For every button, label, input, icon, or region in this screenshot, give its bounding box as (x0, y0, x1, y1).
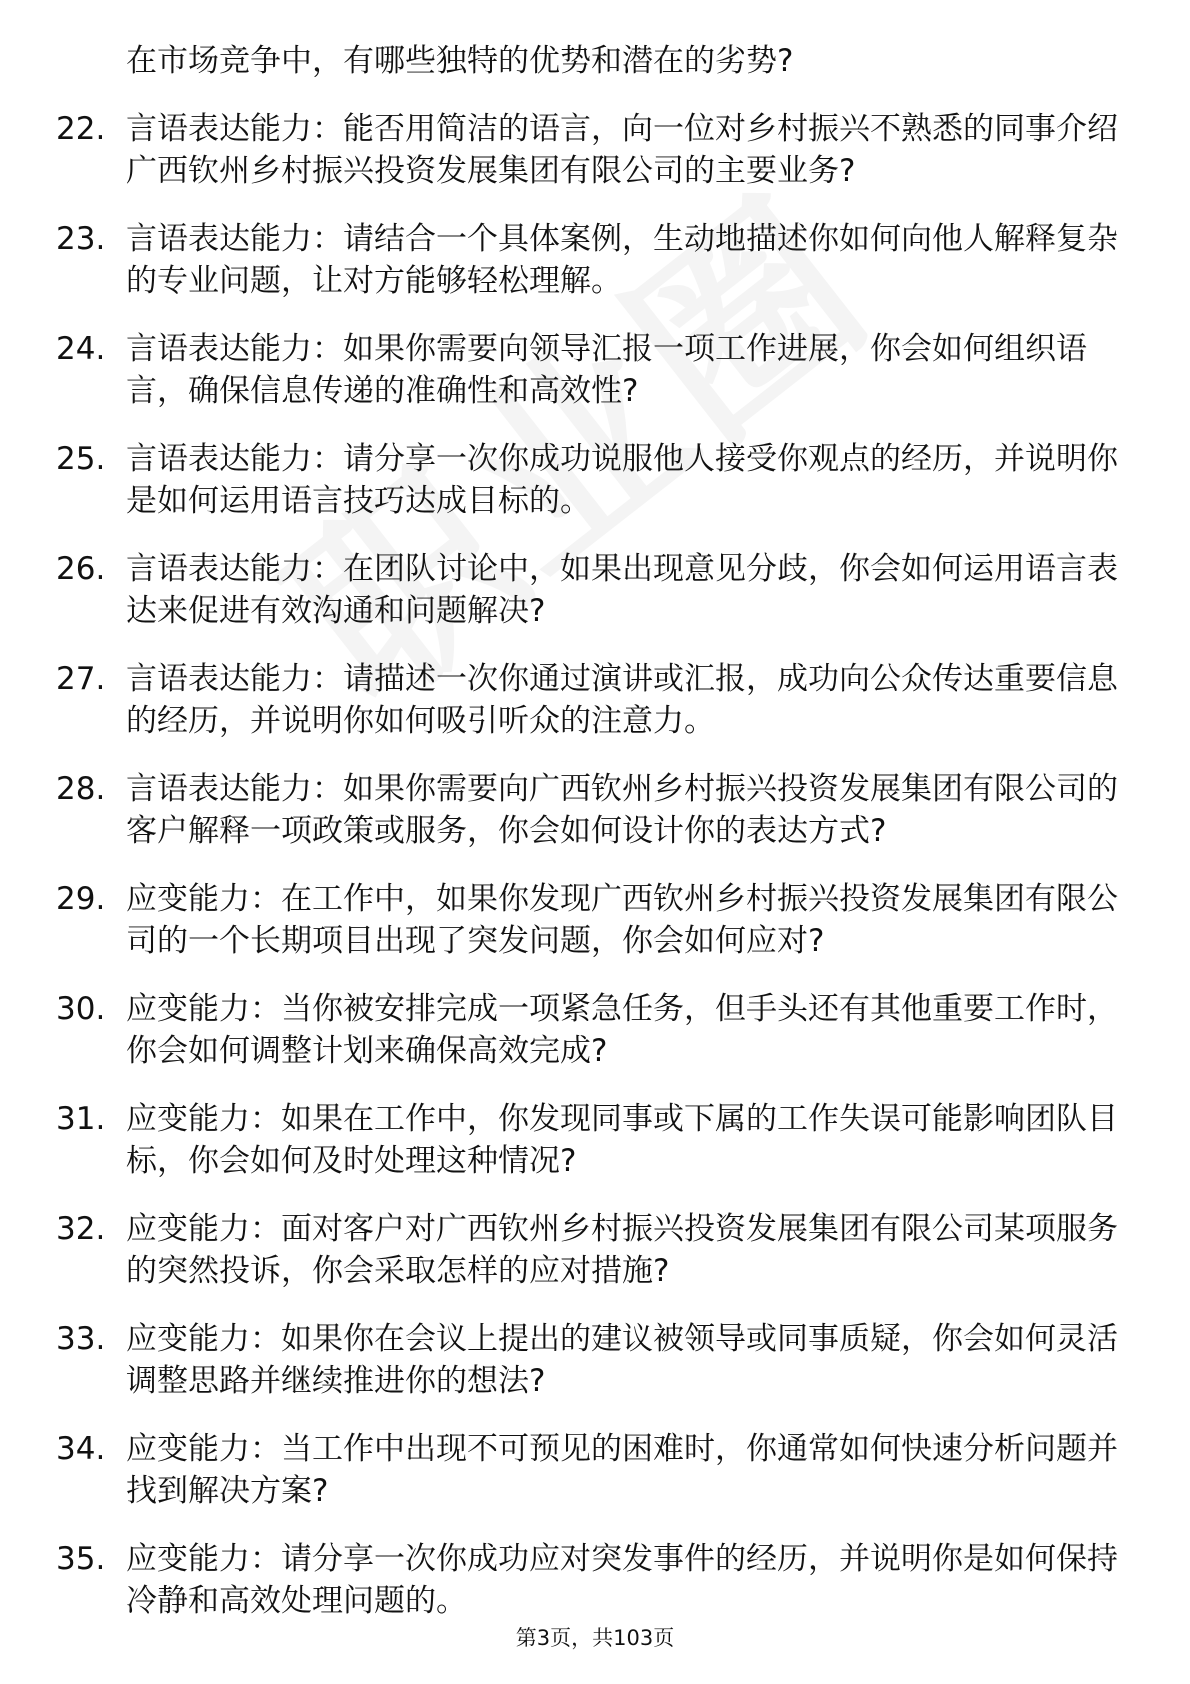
question-text: 应变能力：当你被安排完成一项紧急任务，但手头还有其他重要工作时，你会如何调整计划来确保高效完成? (126, 991, 1118, 1069)
question-item (56, 1428, 1126, 1512)
question-text: 言语表达能力：如果你需要向领导汇报一项工作进展，你会如何组织语言，确保信息传递的准确性和高效性? (126, 331, 1087, 409)
question-number: 25. (56, 441, 106, 477)
question-text: 言语表达能力：请分享一次你成功说服他人接受你观点的经历，并说明你是如何运用语言技巧达成目标的。 (126, 441, 1118, 519)
continued-text: 在市场竞争中，有哪些独特的优势和潜在的劣势? (126, 43, 794, 79)
question-number: 22. (56, 111, 106, 147)
question-text: 应变能力：如果你在会议上提出的建议被领导或同事质疑，你会如何灵活调整思路并继续推进你的想法? (126, 1321, 1118, 1399)
question-item (56, 988, 1126, 1072)
question-number: 27. (56, 661, 106, 697)
question-item (56, 438, 1126, 522)
question-item (56, 1098, 1126, 1182)
question-text: 言语表达能力：请结合一个具体案例，生动地描述你如何向他人解释复杂的专业问题，让对方能够轻松理解。 (126, 221, 1118, 299)
question-number: 33. (56, 1321, 106, 1357)
question-text: 应变能力：如果在工作中，你发现同事或下属的工作失误可能影响团队目标，你会如何及时处理这种情况? (126, 1101, 1118, 1179)
question-number: 29. (56, 881, 106, 917)
question-text: 言语表达能力：请描述一次你通过演讲或汇报，成功向公众传达重要信息的经历，并说明你如何吸引听众的注意力。 (126, 661, 1118, 739)
question-text: 言语表达能力：能否用简洁的语言，向一位对乡村振兴不熟悉的同事介绍广西钦州乡村振兴投资发展集团有限公司的主要业务? (126, 111, 1118, 189)
question-text: 应变能力：在工作中，如果你发现广西钦州乡村振兴投资发展集团有限公司的一个长期项目出现了突发问题，你会如何应对? (126, 881, 1118, 959)
question-number: 28. (56, 771, 106, 807)
question-item (56, 548, 1126, 632)
question-number: 30. (56, 991, 106, 1027)
question-number: 23. (56, 221, 106, 257)
question-number: 24. (56, 331, 106, 367)
page-footer: 第3页，共103页 (515, 1626, 675, 1650)
question-text: 应变能力：当工作中出现不可预见的困难时，你通常如何快速分析问题并找到解决方案? (126, 1431, 1118, 1509)
question-item (56, 878, 1126, 962)
question-item (56, 1318, 1126, 1402)
question-text: 应变能力：面对客户对广西钦州乡村振兴投资发展集团有限公司某项服务的突然投诉，你会采取怎样的应对措施? (126, 1211, 1118, 1289)
question-item (56, 658, 1126, 742)
question-number: 34. (56, 1431, 106, 1467)
question-item (56, 1538, 1126, 1622)
question-number: 31. (56, 1101, 106, 1137)
question-number: 35. (56, 1541, 106, 1577)
question-list (56, 40, 1126, 1648)
question-number: 26. (56, 551, 106, 587)
question-item (56, 108, 1126, 192)
question-item (56, 218, 1126, 302)
question-text: 言语表达能力：如果你需要向广西钦州乡村振兴投资发展集团有限公司的客户解释一项政策或服务，你会如何设计你的表达方式? (126, 771, 1118, 849)
question-item (56, 1208, 1126, 1292)
question-text: 应变能力：请分享一次你成功应对突发事件的经历，并说明你是如何保持冷静和高效处理问题的。 (126, 1541, 1118, 1619)
question-item (56, 768, 1126, 852)
question-item (56, 328, 1126, 412)
question-number: 32. (56, 1211, 106, 1247)
question-text: 言语表达能力：在团队讨论中，如果出现意见分歧，你会如何运用语言表达来促进有效沟通和问题解决? (126, 551, 1118, 629)
